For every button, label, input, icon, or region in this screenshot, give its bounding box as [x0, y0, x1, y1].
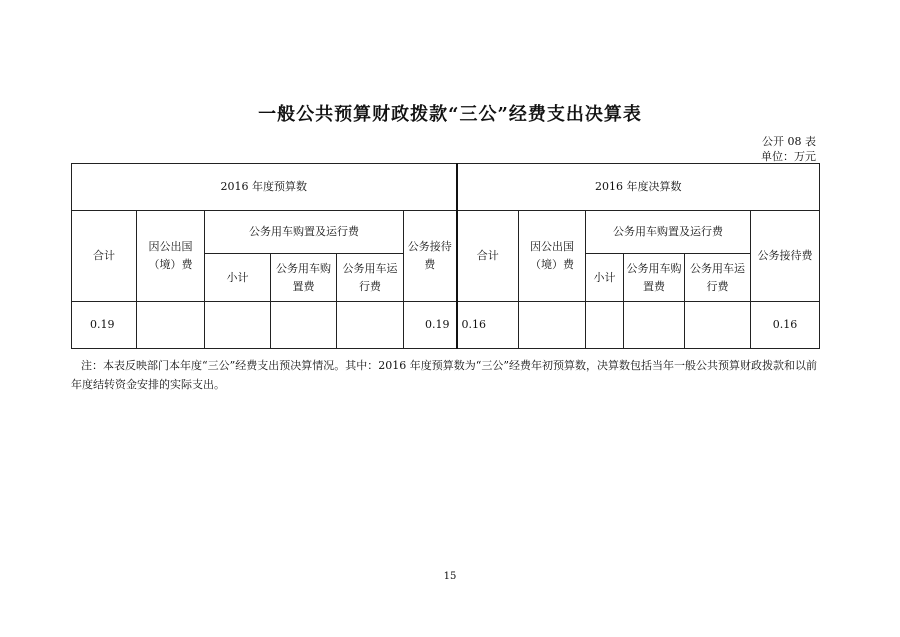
budget-vehicle-operation-value: [337, 302, 404, 349]
table-note: 注：本表反映部门本年度“三公”经费支出预决算情况。其中：2016 年度预算数为“三公”经费年初预算数，决算数包括当年一般公共预算财政拨款和以前年度结转资金安排的实际支出。: [71, 359, 817, 391]
final-reception-value: 0.16: [751, 302, 820, 349]
budget-total-value: 0.19: [72, 302, 137, 349]
final-vehicle-header: 公务用车购置及运行费: [586, 211, 751, 254]
page-number: 15: [443, 571, 457, 582]
final-total-header: 合计: [457, 211, 519, 302]
budget-abroad-header: 因公出国（境）费: [137, 211, 205, 302]
budget-vehicle-purchase-value: [271, 302, 337, 349]
final-total-value: 0.16: [457, 302, 519, 349]
final-reception-header: 公务接待费: [751, 211, 820, 302]
budget-reception-value: 0.19: [404, 302, 457, 349]
budget-subtotal-value: [205, 302, 271, 349]
final-subtotal-header: 小计: [586, 254, 624, 302]
budget-group-header: 2016 年度预算数: [72, 164, 457, 211]
final-vehicle-operation-value: [685, 302, 751, 349]
final-vehicle-purchase-header: 公务用车购置费: [624, 254, 685, 302]
final-subtotal-value: [586, 302, 624, 349]
budget-vehicle-header: 公务用车购置及运行费: [205, 211, 404, 254]
budget-reception-header: 公务接待费: [404, 211, 457, 302]
final-vehicle-purchase-value: [624, 302, 685, 349]
unit-label: 单位：万元: [761, 150, 816, 163]
form-code-label: 公开 08 表: [762, 135, 816, 148]
page-title: 一般公共预算财政拨款“三公”经费支出决算表: [258, 104, 642, 125]
final-abroad-value: [519, 302, 586, 349]
final-group-header: 2016 年度决算数: [457, 164, 820, 211]
final-abroad-header: 因公出国（境）费: [519, 211, 586, 302]
final-vehicle-operation-header: 公务用车运行费: [685, 254, 751, 302]
three-public-expenses-table: [71, 163, 820, 349]
budget-vehicle-purchase-header: 公务用车购置费: [271, 254, 337, 302]
budget-subtotal-header: 小计: [205, 254, 271, 302]
budget-total-header: 合计: [72, 211, 137, 302]
budget-vehicle-operation-header: 公务用车运行费: [337, 254, 404, 302]
budget-abroad-value: [137, 302, 205, 349]
